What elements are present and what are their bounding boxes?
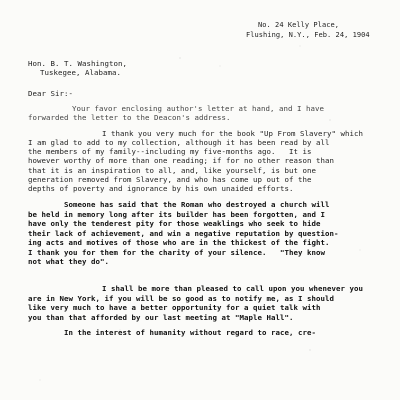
body-line: be held in memory long after its builder has been forgotten, and I	[28, 210, 325, 219]
body-line: you than that afforded by our last meeting at "Maple Hall".	[28, 313, 294, 322]
body-line: I am glad to add to my collection, although it has been read by all	[28, 138, 330, 147]
sender-address-line2: Flushing, N.Y., Feb. 24, 1904	[246, 31, 370, 39]
body-line: depths of poverty and ignorance by his own unaided efforts.	[28, 184, 294, 193]
sender-address-line1: No. 24 Kelly Place,	[258, 21, 340, 29]
salutation: Dear Sir:-	[28, 89, 73, 98]
body-line: ing acts and motives of those who are in the thickest of the fight.	[28, 238, 330, 247]
body-line: Someone has said that the Roman who destroyed a church will	[64, 200, 330, 209]
body-line: Your favor enclosing author's letter at hand, and I have	[72, 104, 324, 113]
body-line: that it is an inspiration to all, and, like yourself, is but one	[28, 166, 316, 175]
body-line: their lack of achievement, and win a negative reputation by question-	[28, 229, 339, 238]
body-line: In the interest of humanity without regard to race, cre-	[64, 328, 316, 337]
body-line: I thank you for them for the charity of your silence. "They know	[28, 248, 325, 257]
body-line: have only the tenderest pity for those weaklings who seek to hide	[28, 219, 321, 228]
body-line: generation removed from Slavery, and who has come up out of the	[28, 175, 312, 184]
body-line: I shall be more than pleased to call upon you whenever you	[102, 284, 363, 293]
body-line: I thank you very much for the book "Up From Slavery" which	[102, 129, 363, 138]
recipient-address: Tuskegee, Alabama.	[40, 68, 121, 77]
recipient-name: Hon. B. T. Washington,	[28, 59, 127, 68]
body-line: the members of my family--including my five-months ago. It is	[28, 147, 312, 156]
body-line: not what they do".	[28, 257, 109, 266]
body-line: are in New York, if you will be so good as to notify me, as I should	[28, 294, 334, 303]
body-line: however worthy of more than one reading; if for no other reason than	[28, 156, 334, 165]
body-line: like very much to have a better opportunity for a quiet talk with	[28, 303, 321, 312]
body-line: forwarded the letter to the Deacon's address.	[28, 113, 231, 122]
